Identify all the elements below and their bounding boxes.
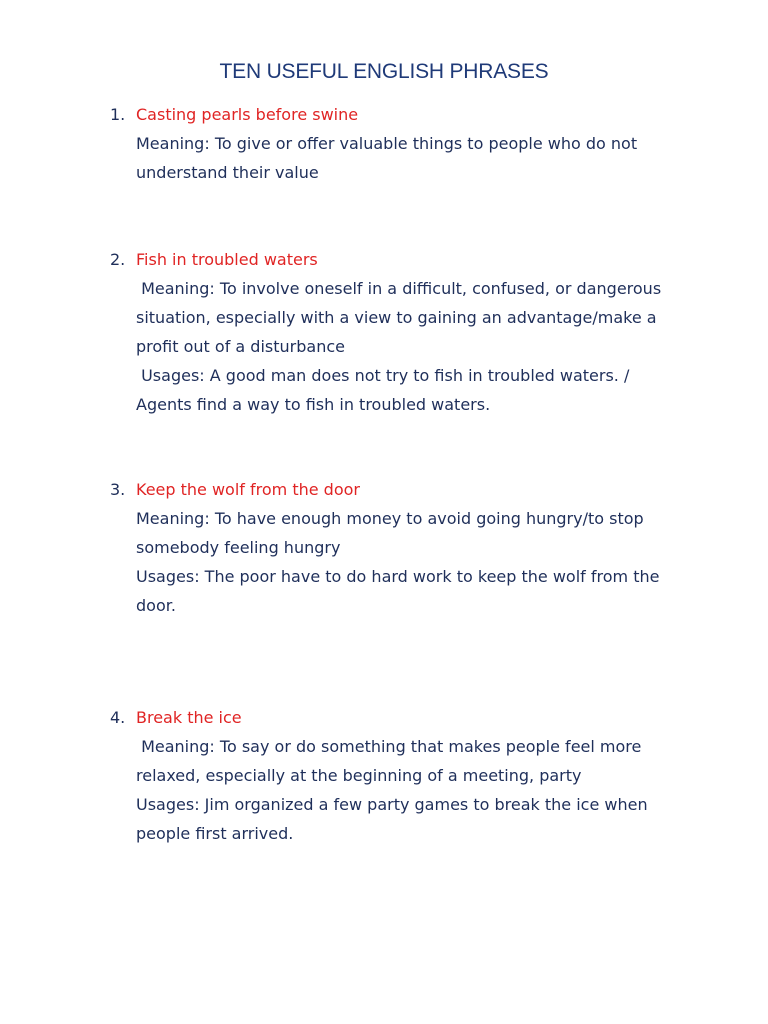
phrase-heading: Keep the wolf from the door [136,480,360,499]
item-number: 1. [110,105,126,124]
body-line: Usages: A good man does not try to fish in troubled waters. / [136,366,630,385]
body-line: Meaning: To give or offer valuable things to people who do not [136,134,638,153]
body-line: somebody feeling hungry [136,538,341,557]
phrase-body [136,274,696,419]
body-line: Meaning: To say or do something that makes people feel more [136,737,642,756]
body-line: understand their value [136,163,319,182]
phrase-body [136,504,696,620]
body-line: situation, especially with a view to gaining an advantage/make a [136,308,657,327]
body-line: relaxed, especially at the beginning of a meeting, party [136,766,582,785]
body-line: people first arrived. [136,824,294,843]
item-number: 4. [110,708,126,727]
page-title: TEN USEFUL ENGLISH PHRASES [219,60,549,83]
body-line: Meaning: To have enough money to avoid going hungry/to stop [136,509,644,528]
phrase-body [136,129,696,187]
item-number: 3. [110,480,126,499]
body-line: Agents find a way to fish in troubled waters. [136,395,491,414]
phrase-heading: Fish in troubled waters [136,250,318,269]
phrase-heading: Break the ice [136,708,242,727]
body-line: profit out of a disturbance [136,337,345,356]
body-line: Usages: The poor have to do hard work to keep the wolf from the [136,567,660,586]
phrase-heading: Casting pearls before swine [136,105,359,124]
body-line: door. [136,596,176,615]
body-line: Meaning: To involve oneself in a difficult, confused, or dangerous [136,279,662,298]
phrase-body [136,732,696,848]
body-line: Usages: Jim organized a few party games to break the ice when [136,795,648,814]
item-number: 2. [110,250,126,269]
